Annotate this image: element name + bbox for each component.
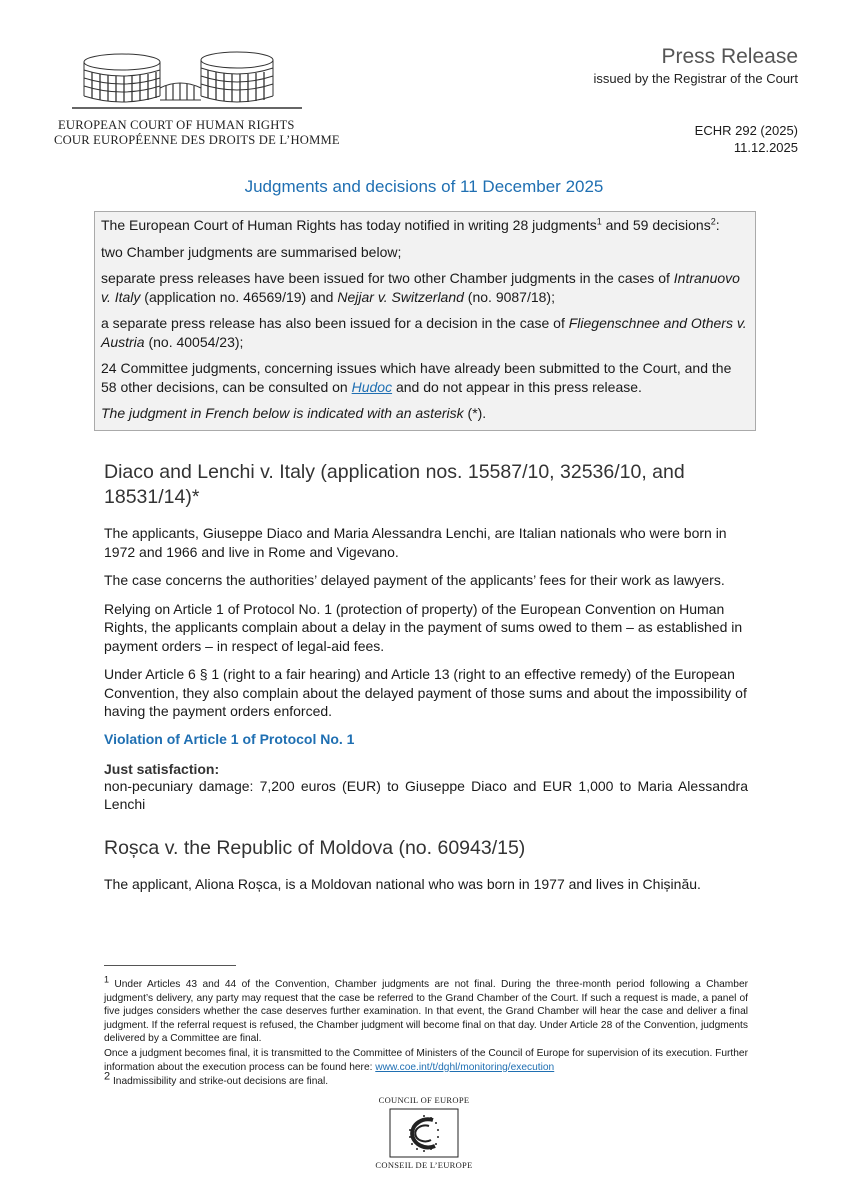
case-1-heading: Diaco and Lenchi v. Italy (application nos. 15587/10, 32536/10, and 18531/14)* <box>104 461 685 508</box>
intro-p6-end: (*). <box>463 405 487 421</box>
case-1-violation: Violation of Article 1 of Protocol No. 1 <box>104 730 355 747</box>
footnote-divider <box>104 965 236 966</box>
footnote-2 <box>104 1070 748 1089</box>
footnote-ref-2[interactable]: 2 <box>710 216 716 227</box>
intro-p1-end: : <box>715 217 720 233</box>
footnote-2-text: Inadmissibility and strike-out decisions are final. <box>110 1076 329 1088</box>
intro-p3-c: (no. 9087/18); <box>463 288 555 305</box>
execution-link[interactable]: www.coe.int/t/dghl/monitoring/execution <box>375 1061 555 1073</box>
press-release-title: Press Release <box>661 45 798 68</box>
case-name-intranuovo: Intranuovo v. Italy <box>101 270 740 305</box>
intro-p1-mid: and 59 decisions <box>601 217 711 233</box>
case-name-nejjar: Nejjar v. Switzerland <box>337 288 464 305</box>
coe-logo-bottom-text: CONSEIL DE L’EUROPE <box>375 1160 473 1170</box>
case-1-paragraph-2: The case concerns the authorities’ delayed payment of the applicants’ fees for their work as lawyers. <box>104 572 725 588</box>
just-satisfaction-label: Just satisfaction: <box>104 760 220 777</box>
main-content <box>104 460 748 903</box>
release-date: 11.12.2025 <box>733 140 798 155</box>
intro-p5-a: 24 Committee judgments, concerning issues which have already been submitted to the Court, and the 58 other decisions, can be consulted on <box>101 360 732 395</box>
intro-p1-text: The European Court of Human Rights has today notified in writing 28 judgments <box>101 217 597 233</box>
council-of-europe-logo <box>374 1095 474 1170</box>
intro-paragraph-4 <box>101 314 749 351</box>
footnote-ref-1[interactable]: 1 <box>596 216 602 227</box>
intro-p4-b: (no. 40054/23); <box>144 333 244 350</box>
court-name-english: EUROPEAN COURT OF HUMAN RIGHTS <box>58 118 295 132</box>
just-satisfaction-text: non-pecuniary damage: 7,200 euros (EUR) to Giuseppe Diaco and EUR 1,000 to Maria Alessandra Lenchi <box>104 777 748 812</box>
intro-p4-a: a separate press release has also been issued for a decision in the case of <box>101 315 569 331</box>
footnote-1-cont-text: Once a judgment becomes final, it is transmitted to the Committee of Ministers of the Council of Europe for supervision of its execution. Further information about the execution process can be found here: <box>104 1047 748 1073</box>
case-1-paragraph-3: Relying on Article 1 of Protocol No. 1 (protection of property) of the European Convention on Human Rights, the applicants complain about a delay in the payment of sums owed to them – as established in payment orders – in respect of legal-aid fees. <box>104 600 743 654</box>
intro-paragraph-3 <box>101 269 749 306</box>
reference-number: ECHR 292 (2025) <box>694 123 798 138</box>
case-2-heading: Roșca v. the Republic of Moldova (no. 60943/15) <box>104 836 526 859</box>
intro-paragraph-2: two Chamber judgments are summarised below; <box>101 243 402 260</box>
page-title: Judgments and decisions of 11 December 2025 <box>244 177 604 196</box>
intro-p3-a: separate press releases have been issued for two other Chamber judgments in the cases of <box>101 270 674 286</box>
intro-paragraph-6 <box>101 404 749 423</box>
intro-p3-b: (application no. 46569/19) and <box>140 288 338 305</box>
footnotes <box>104 974 748 1090</box>
court-logo <box>54 48 340 148</box>
case-1-paragraph-4: Under Article 6 § 1 (right to a fair hearing) and Article 13 (right to an effective remedy) of the European Convention, they also complain about the delayed payment of those sums and about the impossibility of having the payment orders enforced. <box>104 666 747 719</box>
intro-p5-b: and do not appear in this press release. <box>392 378 642 395</box>
court-building-icon <box>62 48 332 116</box>
footnote-1 <box>104 974 748 1046</box>
case-2-paragraph-1: The applicant, Aliona Roșca, is a Moldovan national who was born in 1977 and lives in Chișinău. <box>104 875 701 892</box>
intro-summary-box <box>94 211 756 431</box>
footnote-1-text: Under Articles 43 and 44 of the Convention, Chamber judgments are not final. During the three-month period following a Chamber judgment’s delivery, any party may request that the case be referred to the Grand Chamber of the Court. If such a request is made, a panel of five judges considers whether the case deserves further examination. In that event, the Grand Chamber will hear the case and deliver a final judgment. If the referral request is refused, the Chamber judgment will become final on that day. Under Article 28 of the Convention, judgments delivered by a Committee are final. <box>104 979 748 1045</box>
coe-logo-top-text: COUNCIL OF EUROPE <box>378 1095 470 1105</box>
case-name-fliegenschnee: Fliegenschnee and Others v. Austria <box>101 315 747 350</box>
case-1-paragraph-1: The applicants, Giuseppe Diaco and Maria Alessandra Lenchi, are Italian nationals who were born in 1972 and 1966 and live in Rome and Vigevano. <box>104 525 727 560</box>
intro-paragraph-5 <box>101 359 749 396</box>
coe-emblem-icon <box>389 1108 459 1158</box>
hudoc-link[interactable]: Hudoc <box>351 378 393 395</box>
footnote-1-continued <box>104 1047 748 1074</box>
court-name-french: COUR EUROPÉENNE DES DROITS DE L’HOMME <box>54 133 340 147</box>
intro-p6-italic: The judgment in French below is indicated with an asterisk <box>101 405 464 421</box>
intro-paragraph-1 <box>101 216 749 235</box>
footnote-1-mark: 1 <box>104 974 110 985</box>
footnote-2-mark: 2 <box>104 1070 111 1083</box>
press-release-subtitle: issued by the Registrar of the Court <box>593 71 798 86</box>
